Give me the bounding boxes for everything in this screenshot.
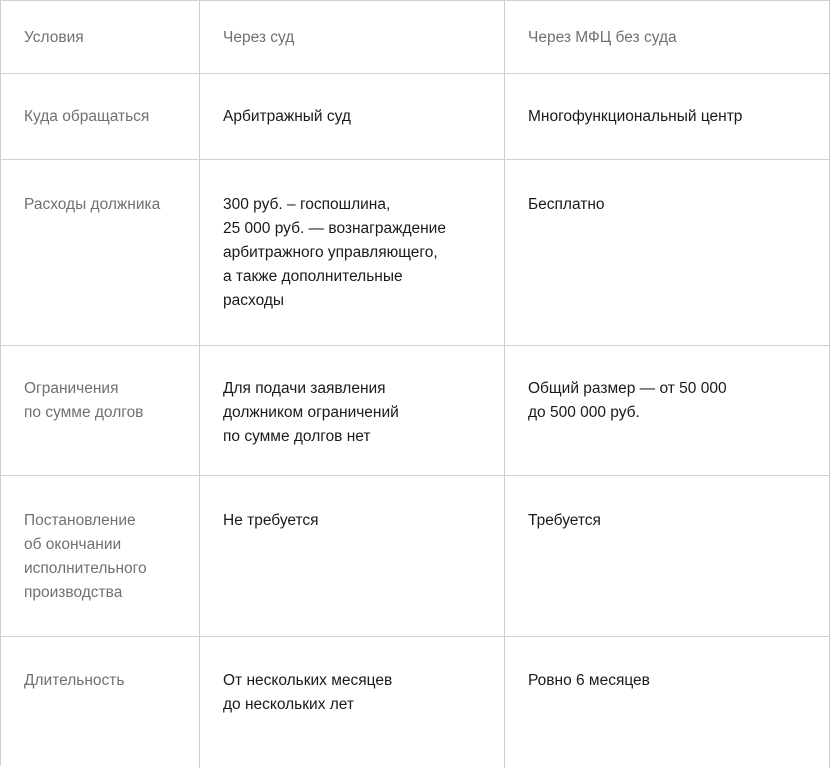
court-cell: От нескольких месяцев до нескольких лет xyxy=(200,637,505,768)
court-cell: Не требуется xyxy=(200,476,505,636)
table-header-row xyxy=(1,1,830,74)
court-cell: Для подачи заявления должником ограничений по сумме долгов нет xyxy=(200,346,505,475)
mfc-cell: Бесплатно xyxy=(505,160,830,345)
table-row xyxy=(1,74,830,160)
table-row xyxy=(1,476,830,637)
row-label: Постановление об окончании исполнительного производства xyxy=(1,476,200,636)
header-via-court: Через суд xyxy=(200,1,505,73)
mfc-cell: Многофункциональный центр xyxy=(505,74,830,159)
mfc-cell: Общий размер — от 50 000 до 500 000 руб. xyxy=(505,346,830,475)
table-row xyxy=(1,160,830,346)
header-conditions: Условия xyxy=(1,1,200,73)
header-via-mfc: Через МФЦ без суда xyxy=(505,1,830,73)
mfc-cell: Требуется xyxy=(505,476,830,636)
row-label: Длительность xyxy=(1,637,200,768)
table-row xyxy=(1,346,830,476)
mfc-cell: Ровно 6 месяцев xyxy=(505,637,830,768)
row-label: Ограничения по сумме долгов xyxy=(1,346,200,475)
court-cell: Арбитражный суд xyxy=(200,74,505,159)
row-label: Куда обращаться xyxy=(1,74,200,159)
court-cell: 300 руб. – госпошлина, 25 000 руб. — вознаграждение арбитражного управляющего, а также дополнительные расходы xyxy=(200,160,505,345)
row-label: Расходы должника xyxy=(1,160,200,345)
table-row xyxy=(1,637,830,768)
